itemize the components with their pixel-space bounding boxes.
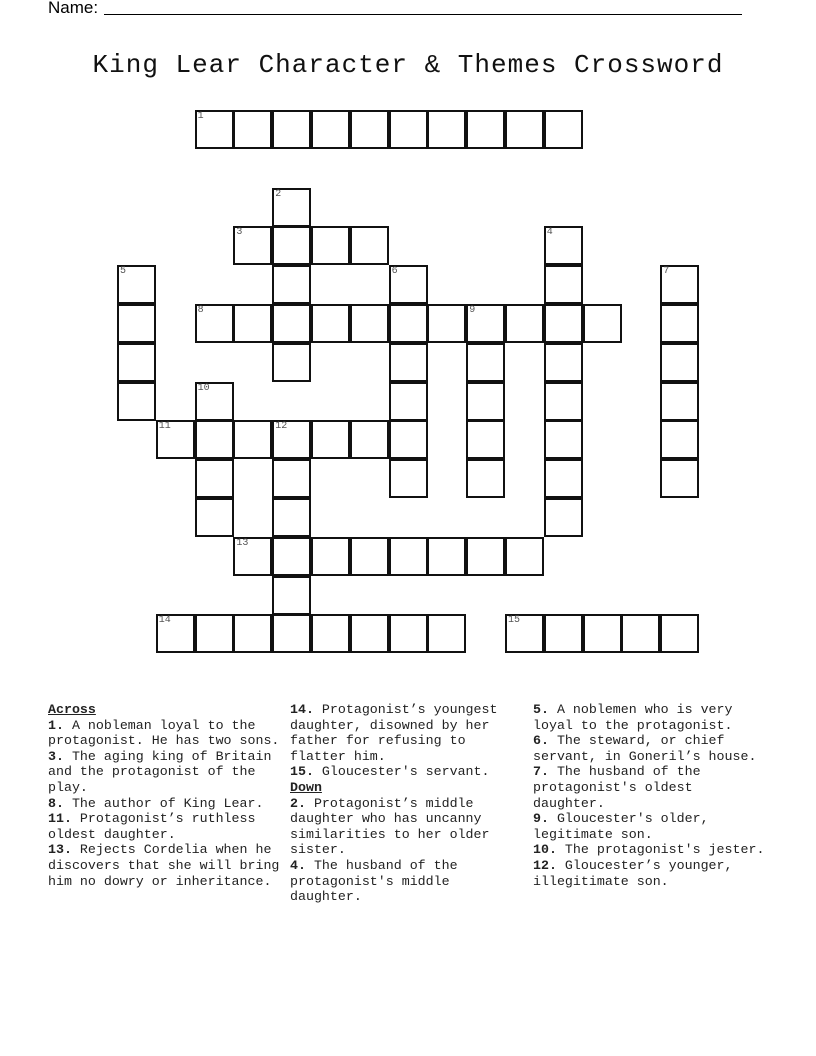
- crossword-cell[interactable]: [311, 110, 350, 149]
- crossword-cell[interactable]: [544, 110, 583, 149]
- crossword-cell[interactable]: [660, 265, 699, 304]
- clue-across-1: 1. A nobleman loyal to the protagonist. He has two sons.: [48, 717, 280, 749]
- crossword-cell[interactable]: [389, 304, 428, 343]
- crossword-cell[interactable]: [427, 110, 466, 149]
- crossword-cell[interactable]: [389, 420, 428, 459]
- crossword-cell[interactable]: [583, 304, 622, 343]
- crossword-cell[interactable]: [660, 459, 699, 498]
- crossword-cell[interactable]: [311, 420, 350, 459]
- crossword-cell[interactable]: [466, 382, 505, 421]
- crossword-cell[interactable]: [466, 459, 505, 498]
- crossword-cell[interactable]: [466, 110, 505, 149]
- clue-number: 13: [236, 537, 249, 549]
- name-label: Name:: [48, 0, 99, 17]
- clue-across-13: 13. Rejects Cordelia when he discovers that she will bring him no dowry or inheritance.: [48, 842, 280, 889]
- crossword-cell[interactable]: [350, 537, 389, 576]
- crossword-cell[interactable]: [427, 614, 466, 653]
- crossword-cell[interactable]: [660, 382, 699, 421]
- clue-number: 4: [546, 227, 553, 239]
- clue-number: 15: [508, 615, 521, 627]
- crossword-cell[interactable]: [272, 459, 311, 498]
- crossword-cell[interactable]: [466, 304, 505, 343]
- crossword-cell[interactable]: [505, 537, 544, 576]
- clue-across-14: 14. Protagonist’s youngest daughter, disowned by her father for refusing to flatter him.: [290, 702, 498, 764]
- clue-down-5: 5. A noblemen who is very loyal to the protagonist.: [533, 702, 733, 733]
- crossword-cell[interactable]: [233, 537, 272, 576]
- crossword-cell[interactable]: [311, 304, 350, 343]
- crossword-cell[interactable]: [195, 382, 234, 421]
- clue-down-10: 10. The protagonist's jester.: [533, 842, 765, 858]
- crossword-cell[interactable]: [389, 459, 428, 498]
- crossword-cell[interactable]: [117, 304, 156, 343]
- clue-number: 10: [197, 382, 210, 394]
- crossword-cell[interactable]: [272, 226, 311, 265]
- clue-across-3: 3. The aging king of Britain and the protagonist of the play.: [48, 748, 272, 795]
- crossword-cell[interactable]: [350, 304, 389, 343]
- clue-across-11: 11. Protagonist’s ruthless oldest daughter.: [48, 811, 256, 842]
- clue-number: 7: [663, 266, 670, 278]
- clue-number: 14: [158, 615, 171, 627]
- crossword-cell[interactable]: [156, 420, 195, 459]
- clue-down-7: 7. The husband of the protagonist's oldest daughter.: [533, 764, 701, 811]
- clue-number: 6: [391, 266, 398, 278]
- crossword-cell[interactable]: [544, 304, 583, 343]
- crossword-cell[interactable]: [272, 188, 311, 227]
- crossword-cell[interactable]: [233, 614, 272, 653]
- clue-down-2: 2. Protagonist’s middle daughter who has uncanny similarities to her older sister.: [290, 795, 490, 858]
- crossword-cell[interactable]: [389, 382, 428, 421]
- crossword-cell[interactable]: [195, 498, 234, 537]
- crossword-cell[interactable]: [233, 226, 272, 265]
- clue-column-2: [290, 702, 526, 905]
- crossword-cell[interactable]: [272, 498, 311, 537]
- crossword-cell[interactable]: [350, 226, 389, 265]
- clue-down-4: 4. The husband of the protagonist's middle daughter.: [290, 857, 458, 905]
- clue-number: 5: [120, 266, 127, 278]
- crossword-cell[interactable]: [117, 343, 156, 382]
- across-heading: Across: [48, 702, 96, 717]
- crossword-cell[interactable]: [505, 110, 544, 149]
- crossword-cell[interactable]: [505, 304, 544, 343]
- crossword-cell[interactable]: [544, 498, 583, 537]
- clue-across-15: 15. Gloucester's servant.: [290, 764, 490, 780]
- crossword-cell[interactable]: [389, 614, 428, 653]
- clue-column-1: [48, 702, 284, 889]
- crossword-cell[interactable]: [389, 537, 428, 576]
- crossword-cell[interactable]: [466, 343, 505, 382]
- crossword-cell[interactable]: [195, 614, 234, 653]
- crossword-cell[interactable]: [350, 110, 389, 149]
- crossword-cell[interactable]: [427, 304, 466, 343]
- crossword-cell[interactable]: [272, 304, 311, 343]
- clue-number: 1: [197, 111, 204, 122]
- crossword-cell[interactable]: [544, 420, 583, 459]
- clue-number: 9: [469, 305, 476, 316]
- crossword-cell[interactable]: [311, 226, 350, 265]
- crossword-cell[interactable]: [272, 614, 311, 653]
- crossword-cell[interactable]: [466, 420, 505, 459]
- crossword-cell[interactable]: [117, 265, 156, 304]
- crossword-cell[interactable]: [195, 459, 234, 498]
- clue-down-6: 6. The steward, or chief servant, in Goneril’s house.: [533, 733, 757, 764]
- crossword-cell[interactable]: [311, 614, 350, 653]
- page-title: King Lear Character & Themes Crossword: [92, 50, 724, 80]
- clue-down-9: 9. Gloucester's older, legitimate son.: [533, 811, 709, 842]
- crossword-cell[interactable]: [272, 576, 311, 615]
- crossword-cell[interactable]: [544, 382, 583, 421]
- clue-number: 3: [236, 227, 243, 239]
- clue-across-8: 8. The author of King Lear.: [48, 795, 264, 811]
- clue-number: 11: [158, 421, 171, 433]
- crossword-cell[interactable]: [272, 420, 311, 459]
- crossword-cell[interactable]: [621, 614, 660, 653]
- crossword-cell[interactable]: [233, 110, 272, 149]
- clue-down-12: 12. Gloucester’s younger, illegitimate son.: [533, 857, 733, 889]
- crossword-cell[interactable]: [427, 537, 466, 576]
- crossword-cell[interactable]: [660, 420, 699, 459]
- crossword-cell[interactable]: [233, 420, 272, 459]
- crossword-cell[interactable]: [544, 614, 583, 653]
- crossword-cell[interactable]: [660, 304, 699, 343]
- crossword-cell[interactable]: [544, 226, 583, 265]
- clue-number: 12: [275, 421, 288, 433]
- clue-number: 2: [275, 188, 282, 200]
- crossword-cell[interactable]: [389, 343, 428, 382]
- crossword-cell[interactable]: [389, 265, 428, 304]
- crossword-cell[interactable]: [583, 614, 622, 653]
- crossword-cell[interactable]: [233, 304, 272, 343]
- crossword-cell[interactable]: [389, 110, 428, 149]
- crossword-cell[interactable]: [544, 265, 583, 304]
- crossword-cell[interactable]: [660, 614, 699, 653]
- crossword-cell[interactable]: [195, 420, 234, 459]
- crossword-cell[interactable]: [544, 343, 583, 382]
- crossword-cell[interactable]: [505, 614, 544, 653]
- clue-number: 8: [197, 305, 204, 316]
- crossword-cell[interactable]: [311, 537, 350, 576]
- down-heading: Down: [290, 779, 322, 795]
- crossword-cell[interactable]: [272, 343, 311, 382]
- crossword-cell[interactable]: [272, 265, 311, 304]
- crossword-cell[interactable]: [350, 614, 389, 653]
- clue-column-3: [533, 702, 769, 889]
- crossword-cell[interactable]: [117, 382, 156, 421]
- crossword-cell[interactable]: [466, 537, 505, 576]
- crossword-cell[interactable]: [350, 420, 389, 459]
- crossword-cell[interactable]: [156, 614, 195, 653]
- crossword-cell[interactable]: [195, 304, 234, 343]
- crossword-cell[interactable]: [195, 110, 234, 149]
- crossword-cell[interactable]: [544, 459, 583, 498]
- crossword-cell[interactable]: [272, 110, 311, 149]
- crossword-cell[interactable]: [660, 343, 699, 382]
- crossword-cell[interactable]: [272, 537, 311, 576]
